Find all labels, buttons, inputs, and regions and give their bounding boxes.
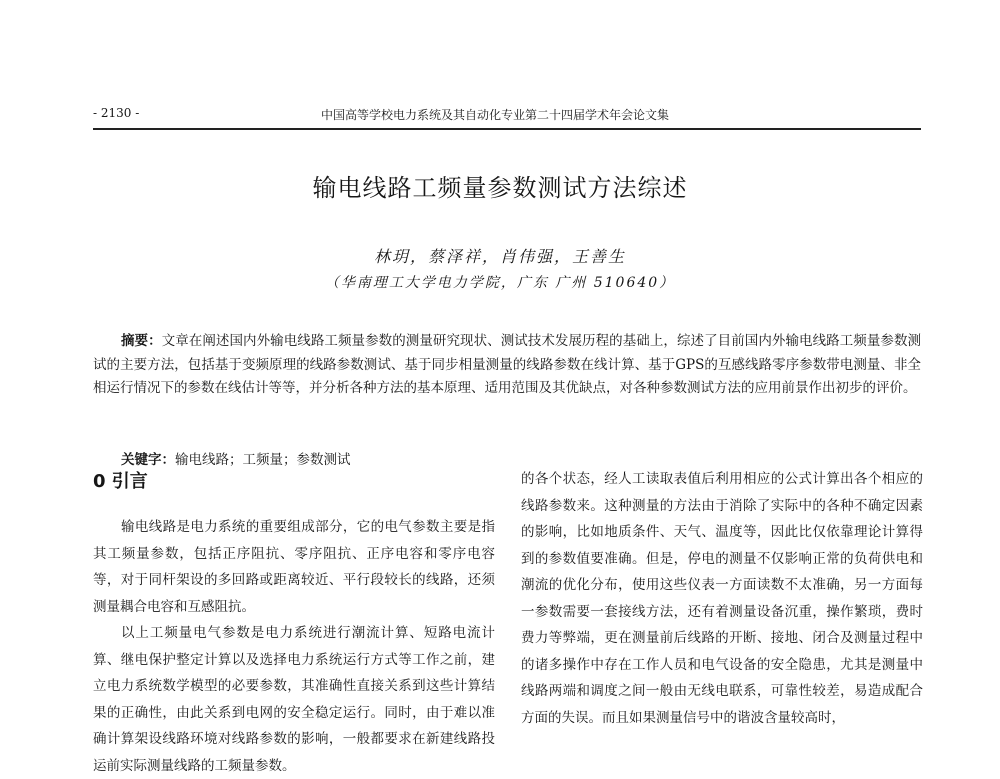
- running-title: 中国高等学校电力系统及其自动化专业第二十四届学术年会论文集: [321, 108, 670, 122]
- paragraph: 以上工频量电气参数是电力系统进行潮流计算、短路电流计算、继电保护整定计算以及选择电力系统运行方式等工作之前，建立电力系统数学模型的必要参数，其准确性直接关系到这些计算结果的正确性，由此关系到电网的安全稳定运行。同时，由于难以准确计算架设线路环境对线路参数的影响，一般都要求在新建线路投运前实际测量线路的工频量参数。: [93, 625, 495, 774]
- abstract-text: 文章在阐述国内外输电线路工频量参数的测量研究现状、测试技术发展历程的基础上，综述了目前国内外输电线路工频量参数测试的主要方法，包括基于变频原理的线路参数测试、基于同步相量测量的线路参数在线计算、基于GPS的互感线路零序参数带电测量、非全相运行情况下的参数在线估计等等，并分析各种方法的基本原理、适用范围及其优缺点，对各种参数测试方法的应用前景作出初步的评价。: [93, 333, 922, 396]
- running-header: [93, 106, 921, 130]
- left-column: [93, 464, 495, 779]
- right-column: [521, 466, 923, 731]
- affiliation: （华南理工大学电力学院，广东 广州 510640）: [324, 275, 676, 291]
- authors: 林玥，蔡泽祥，肖伟强，王善生: [373, 247, 626, 266]
- paper-title: 输电线路工频量参数测试方法综述: [312, 174, 688, 202]
- page-number: - 2130 -: [93, 106, 140, 120]
- paragraph: 的各个状态，经人工读取表值后利用相应的公式计算出各个相应的线路参数来。这种测量的方法由于消除了实际中的各种不确定因素的影响，比如地质条件、天气、温度等，因此比仅依靠理论计算得到的参数值要准确。但是，停电的测量不仅影响正常的负荷供电和潮流的优化分布，使用这些仪表一方面读数不太准确，另一方面每一参数需要一套接线方法，还有着测量设备沉重，操作繁琐，费时费力等弊端，更在测量前后线路的开断、接地、闭合及测量过程中的诸多操作中存在工作人员和电气设备的安全隐患，尤其是测量中线路两端和调度之间一般由无线电联系，可靠性较差，易造成配合方面的失误。而且如果测量信号中的谐波含量较高时，: [521, 471, 923, 726]
- abstract: [93, 330, 921, 401]
- section-heading: 0 引言: [93, 471, 148, 492]
- keywords-text: 输电线路；工频量；参数测试: [175, 452, 351, 468]
- paragraph: 输电线路是电力系统的重要组成部分，它的电气参数主要是指其工频量参数，包括正序阻抗、零序阻抗、正序电容和零序电容等，对于同杆架设的多回路或距离较近、平行段较长的线路，还须测量耦合电容和互感阻抗。: [93, 519, 495, 615]
- keywords-label: 关键字：: [121, 452, 175, 468]
- abstract-label: 摘要：: [121, 333, 162, 349]
